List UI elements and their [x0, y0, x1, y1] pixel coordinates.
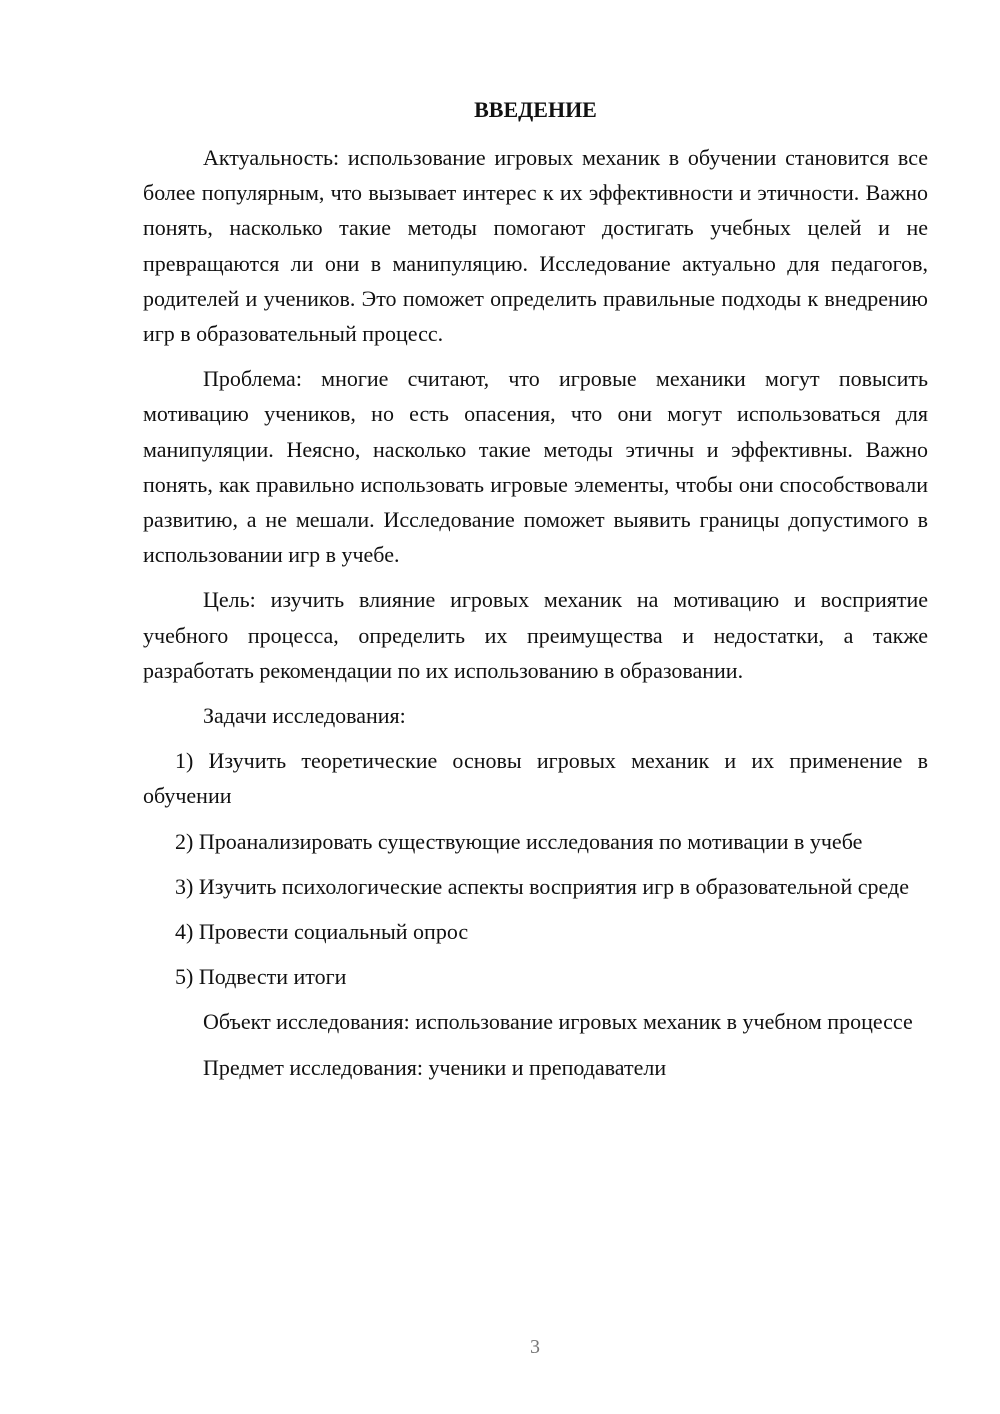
- page-number: 3: [530, 1336, 540, 1358]
- page-content: [143, 92, 928, 1095]
- paragraph-object: Объект исследования: использование игровых механик в учебном процессе: [203, 1009, 913, 1035]
- task-item-2: 2) Проанализировать существующие исследования по мотивации в учебе: [175, 828, 863, 854]
- task-item-4: 4) Провести социальный опрос: [175, 919, 469, 945]
- tasks-title: Задачи исследования:: [203, 703, 406, 729]
- paragraph-subject: Предмет исследования: ученики и преподаватели: [203, 1054, 667, 1080]
- task-item-1: 1) Изучить теоретические основы игровых механик и их применение в обучении: [143, 748, 928, 809]
- section-heading: ВВЕДЕНИЕ: [474, 97, 597, 122]
- paragraph-problem: Проблема: многие считают, что игровые механики могут повысить мотивацию учеников, но есть опасения, что они могут использоваться для манипуляции. Неясно, насколько такие методы этичны и эффективны. Важно понять, как правильно использовать игровые элементы, чтобы они способствовали развитию, а не мешали. Исследование поможет выявить границы допустимого в использовании игр в учебе.: [143, 366, 928, 568]
- paragraph-relevance: Актуальность: использование игровых механик в обучении становится все более популярным, что вызывает интерес к их эффективности и этичности. Важно понять, насколько такие методы помогают достигать учебных целей и не превращаются ли они в манипуляцию. Исследование актуально для педагогов, родителей и учеников. Это поможет определить правильные подходы к внедрению игр в образовательный процесс.: [143, 145, 928, 347]
- task-item-3: 3) Изучить психологические аспекты восприятия игр в образовательной среде: [175, 873, 909, 899]
- task-item-5: 5) Подвести итоги: [175, 964, 347, 990]
- paragraph-goal: Цель: изучить влияние игровых механик на мотивацию и восприятие учебного процесса, определить их преимущества и недостатки, а также разработать рекомендации по их использованию в образовании.: [143, 587, 928, 683]
